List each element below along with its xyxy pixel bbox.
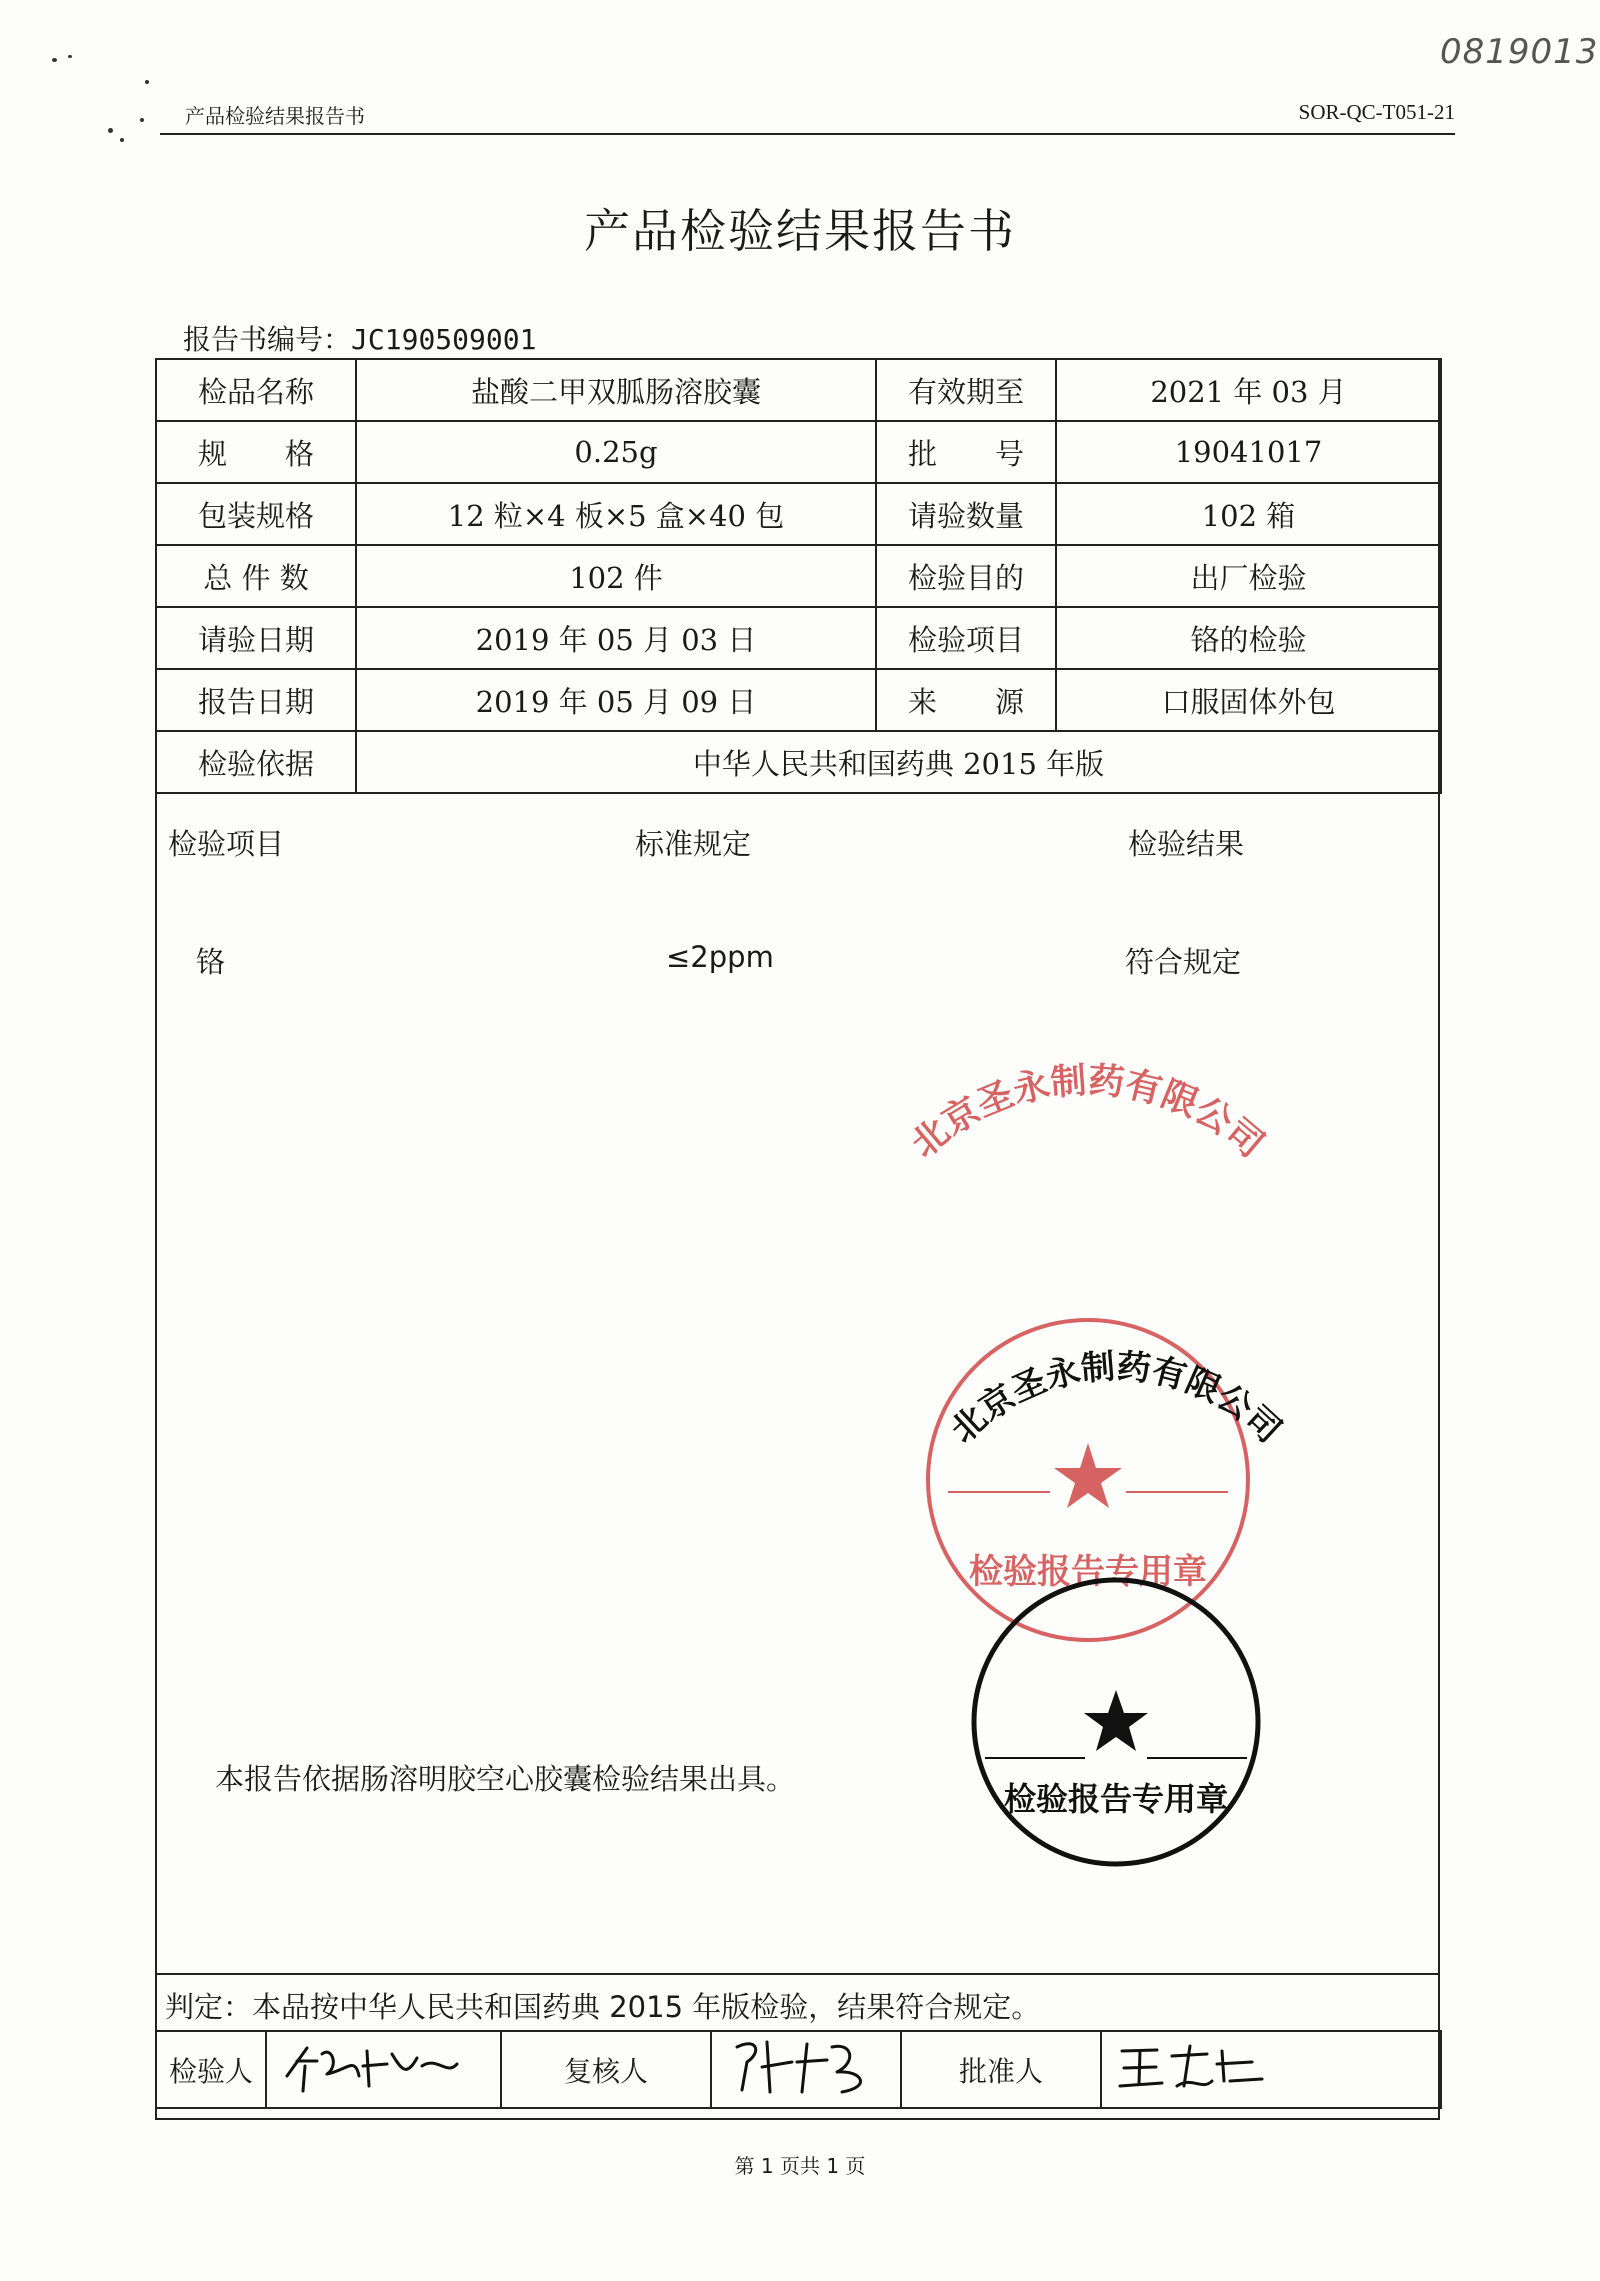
approver-signature <box>1101 2031 1441 2108</box>
scan-speck <box>120 138 124 142</box>
info-label: 批 号 <box>876 421 1056 483</box>
info-row <box>156 607 1441 669</box>
info-label: 检品名称 <box>156 359 356 421</box>
results-header-standard: 标准规定 <box>635 827 752 861</box>
info-value: 2019 年 05 月 09 日 <box>356 669 876 731</box>
judgement-rule <box>155 1973 1440 1975</box>
info-row <box>156 421 1441 483</box>
signature-table <box>155 2030 1442 2109</box>
info-label: 检验目的 <box>876 545 1056 607</box>
info-label: 来 源 <box>876 669 1056 731</box>
info-label: 检验项目 <box>876 607 1056 669</box>
result-conclusion: 符合规定 <box>1125 945 1242 979</box>
info-value: 12 粒×4 板×5 盒×40 包 <box>356 483 876 545</box>
info-row <box>156 669 1441 731</box>
scan-speck <box>68 55 72 58</box>
black-seal-company: 北京圣永制药有限公司 <box>943 1346 1289 1452</box>
scan-speck <box>52 58 57 62</box>
scan-speck <box>145 80 149 84</box>
reviewer-signature <box>711 2031 901 2108</box>
info-label: 请验数量 <box>876 483 1056 545</box>
info-value: 102 件 <box>356 545 876 607</box>
results-header-item: 检验项目 <box>168 827 285 861</box>
info-value: 0.25g <box>356 421 876 483</box>
header-rule <box>160 133 1455 135</box>
report-number <box>183 318 536 358</box>
inspector-signature <box>266 2031 501 2108</box>
info-label: 有效期至 <box>876 359 1056 421</box>
result-standard: ≤2ppm <box>666 940 774 974</box>
info-label: 包装规格 <box>156 483 356 545</box>
handwritten-archive-number: 0819013 <box>1440 32 1599 72</box>
running-header-title: 产品检验结果报告书 <box>185 104 365 128</box>
judgement-text: 判定：本品按中华人民共和国药典 2015 年版检验，结果符合规定。 <box>165 1990 1041 2024</box>
info-value: 2019 年 05 月 03 日 <box>356 607 876 669</box>
reviewer-handwritten-signature <box>722 2032 892 2100</box>
info-value: 铬的检验 <box>1056 607 1441 669</box>
info-label: 报告日期 <box>156 669 356 731</box>
red-seal-purpose: 检验报告专用章 <box>969 1552 1207 1592</box>
report-number-value: JC190509001 <box>351 323 537 356</box>
product-info-table <box>155 358 1442 794</box>
info-value: 口服固体外包 <box>1056 669 1441 731</box>
document-code: SOR-QC-T051-21 <box>1298 100 1455 124</box>
info-value: 盐酸二甲双胍肠溶胶囊 <box>356 359 876 421</box>
inspector-handwritten-signature <box>277 2036 467 2096</box>
basis-label: 检验依据 <box>156 731 356 793</box>
info-value: 出厂检验 <box>1056 545 1441 607</box>
scan-speck <box>108 128 113 133</box>
info-row <box>156 545 1441 607</box>
result-item: 铬 <box>196 945 226 979</box>
info-value: 2021 年 03 月 <box>1056 359 1441 421</box>
info-row <box>156 483 1441 545</box>
basis-value: 中华人民共和国药典 2015 年版 <box>356 731 1441 793</box>
info-label: 请验日期 <box>156 607 356 669</box>
info-label: 总 件 数 <box>156 545 356 607</box>
scan-speck <box>140 118 144 122</box>
info-value: 102 箱 <box>1056 483 1441 545</box>
info-value: 19041017 <box>1056 421 1441 483</box>
report-number-label: 报告书编号： <box>183 323 352 356</box>
info-label: 规 格 <box>156 421 356 483</box>
inspector-label: 检验人 <box>156 2031 266 2108</box>
approver-label: 批准人 <box>901 2031 1101 2108</box>
basis-row <box>156 731 1441 793</box>
info-row <box>156 359 1441 421</box>
results-header-result: 检验结果 <box>1128 827 1245 861</box>
reviewer-label: 复核人 <box>501 2031 711 2108</box>
page-title: 产品检验结果报告书 <box>584 204 1016 258</box>
page-footer: 第 1 页共 1 页 <box>734 2154 866 2178</box>
red-seal-company: 北京圣永制药有限公司 <box>903 1060 1272 1166</box>
approver-handwritten-signature <box>1112 2036 1272 2096</box>
black-seal-purpose: 检验报告专用章 <box>1003 1780 1229 1818</box>
report-note: 本报告依据肠溶明胶空心胶囊检验结果出具。 <box>215 1762 796 1796</box>
